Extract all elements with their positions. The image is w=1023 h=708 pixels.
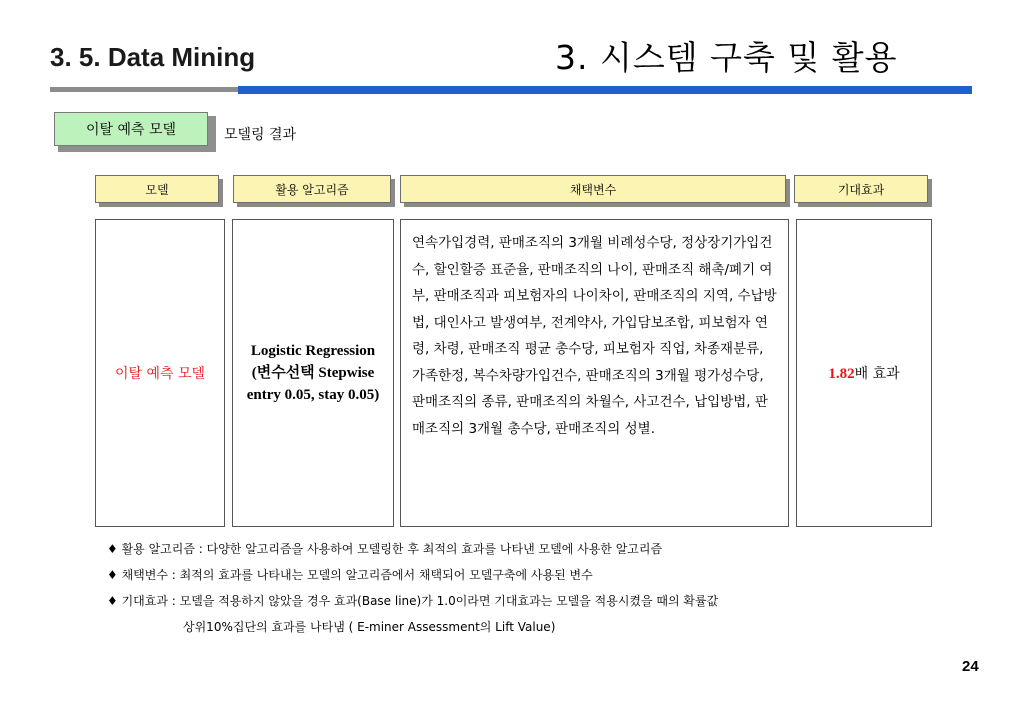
model-name: 이탈 예측 모델 — [114, 366, 206, 382]
effect-suffix: 배 효과 — [854, 366, 900, 382]
note-effect-continued: 상위10%집단의 효과를 나타냄 ( E-miner Assessment의 Lift Value) — [183, 620, 556, 634]
model-tag: 이탈 예측 모델 — [54, 112, 208, 146]
algorithm-line: (변수선택 Stepwise — [251, 365, 375, 381]
cell-algorithm — [232, 219, 394, 527]
page-number: 24 — [962, 658, 979, 675]
tag-caption: 모델링 결과 — [224, 127, 297, 143]
column-header-effect: 기대효과 — [794, 175, 928, 203]
column-header-variables: 채택변수 — [400, 175, 786, 203]
column-header-algorithm: 활용 알고리즘 — [233, 175, 391, 203]
note-algorithm: ♦ 활용 알고리즘 : 다양한 알고리즘을 사용하여 모델링한 후 최적의 효과를 나타낸 모델에 사용한 알고리즘 — [107, 542, 663, 556]
chapter-title: 3. 시스템 구축 및 활용 — [555, 38, 898, 77]
note-effect: ♦ 기대효과 : 모델을 적용하지 않았을 경우 효과(Base line)가 1.0이라면 기대효과는 모델을 적용시켰을 때의 확률값 — [107, 594, 719, 608]
cell-effect — [796, 219, 932, 527]
effect-text — [828, 363, 899, 383]
note-variables: ♦ 채택변수 : 최적의 효과를 나타내는 모델의 알고리즘에서 채택되어 모델구축에 사용된 변수 — [107, 568, 593, 582]
algorithm-line: entry 0.05, stay 0.05) — [246, 387, 380, 403]
effect-value: 1.82 — [828, 366, 855, 382]
algorithm-line: Logistic Regression — [250, 343, 376, 359]
section-title: 3. 5. Data Mining — [50, 42, 256, 72]
cell-model — [95, 219, 225, 527]
cell-variables: 연속가입경력, 판매조직의 3개월 비례성수당, 정상장기가입건수, 할인할증 표준율, 판매조직의 나이, 판매조직 해촉/폐기 여부, 판매조직과 피보험자의 나이차이, 판매조직의 지역, 수납방법, 대인사고 발생여부, 전계약사, 가입담보조합, 피보험자 연령, 차령, 판매조직 평균 총수당, 피보험자 직업, 차종재분류, 가족한정, 복수차량가입건수, 판매조직의 3개월 평가성수당, 판매조직의 종류, 판매조직의 차월수, 사고건수, 납입방법, 판매조직의 3개월 총수당, 판매조직의 성별. — [400, 219, 789, 527]
column-header-model: 모델 — [95, 175, 219, 203]
algorithm-text — [247, 340, 379, 406]
header-divider-blue — [238, 86, 972, 94]
